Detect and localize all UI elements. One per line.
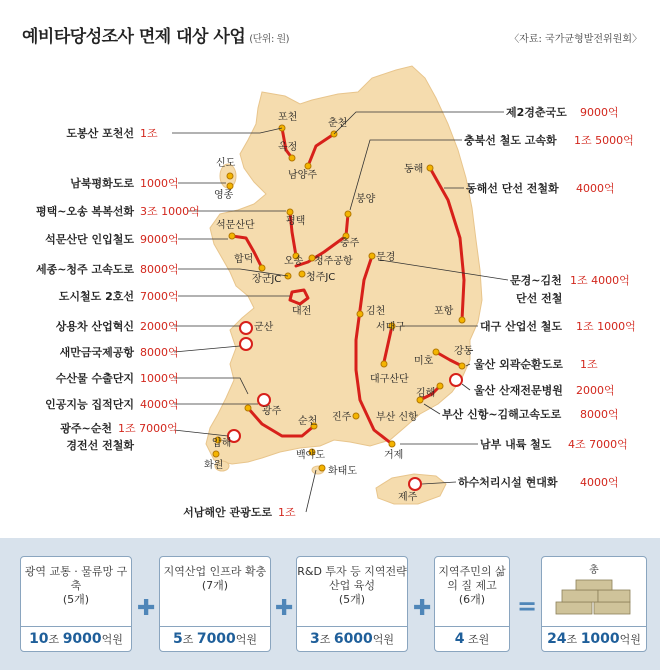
project-name: 석문산단 인입철도	[45, 233, 134, 246]
city-dot	[427, 165, 433, 171]
project-amount: 1조	[278, 506, 296, 519]
city-dot	[437, 383, 443, 389]
city-label: 동해	[404, 164, 424, 175]
project-amount: 4조 7000억	[568, 438, 628, 451]
source-label: 〈자료: 국가균형발전위원회〉	[509, 34, 642, 45]
city-dot	[229, 233, 235, 239]
city-label: 김천	[366, 306, 386, 317]
project-amount: 1000억	[140, 372, 179, 385]
city-label: 합덕	[234, 254, 254, 265]
city-label: 서대구	[376, 322, 405, 333]
city-dot	[279, 125, 285, 131]
project-name: 남부 내륙 철도	[480, 438, 552, 451]
city-label: 포항	[434, 306, 454, 317]
project-amount: 4000억	[580, 476, 619, 489]
money-stack-icon	[552, 578, 636, 618]
value-number: 24	[547, 631, 567, 647]
total-label: 총	[589, 565, 599, 576]
project-name: 도시철도 2호선	[58, 290, 134, 303]
plus-sign: ✚	[275, 596, 294, 621]
project-name: 세종~청주 고속도로	[35, 263, 134, 276]
equals-sign: =	[517, 592, 538, 620]
project-name: 문경~김천	[510, 274, 562, 287]
city-dot	[345, 211, 351, 217]
leader-line	[306, 470, 316, 512]
total-value	[542, 626, 646, 651]
city-label: 화태도	[328, 466, 357, 477]
category-text: 광역 교통 · 물류망 구축	[24, 565, 128, 592]
project-amount: 2000억	[576, 384, 615, 397]
project-name: 광주~순천	[60, 422, 112, 435]
summary-category	[297, 565, 407, 621]
value-unit: 억원	[619, 633, 641, 646]
project-amount: 4000억	[140, 398, 179, 411]
city-dot	[433, 349, 439, 355]
project-amount: 7000억	[140, 290, 179, 303]
project-name: 수산물 수출단지	[55, 372, 134, 385]
city-dot	[227, 183, 233, 189]
project-name: 하수처리시설 현대화	[458, 476, 558, 489]
project-amount: 9000억	[140, 233, 179, 246]
project-name: 대구 산업선 철도	[480, 320, 563, 333]
city-label: 압해	[212, 438, 232, 449]
project-amount: 8000억	[140, 346, 179, 359]
project-amount: 8000억	[140, 263, 179, 276]
value-unit: 조원	[467, 633, 490, 646]
city-label: 부산 신항	[376, 412, 418, 423]
summary-value	[160, 626, 270, 651]
city-label: 백야도	[296, 450, 325, 461]
project-name: 부산 신항~김해고속도로	[442, 408, 562, 421]
hospital-icon	[450, 374, 462, 386]
city-label: 석문산단	[216, 220, 255, 231]
city-label: 화원	[204, 460, 224, 471]
city-label: 광주	[262, 406, 282, 417]
project-name: 제2경춘국도	[506, 106, 567, 119]
project-amount: 2000억	[140, 320, 179, 333]
value-number: 9000	[62, 631, 102, 647]
category-count: (5개)	[338, 593, 366, 606]
city-dot	[289, 155, 295, 161]
city-label: 충주	[340, 238, 360, 249]
project-amount: 4000억	[576, 182, 615, 195]
city-label: 진주	[332, 412, 352, 423]
city-dot	[299, 271, 305, 277]
city-label: 대전	[292, 306, 312, 317]
project-amount: 1조	[140, 127, 158, 140]
city-label: 옥정	[278, 142, 298, 153]
city-label: 청주공항	[314, 256, 353, 267]
city-label: 영종	[214, 190, 234, 201]
city-dot	[259, 265, 265, 271]
project-name: 인공지능 집적단지	[45, 398, 134, 411]
summary-value	[435, 626, 509, 651]
value-number: 7000	[196, 631, 236, 647]
value-number: 1000	[580, 631, 620, 647]
value-number: 5	[172, 631, 183, 647]
value-number: 4	[454, 631, 465, 647]
city-label: 제주	[398, 492, 418, 503]
city-dot	[389, 441, 395, 447]
project-name: 남북평화도로	[70, 177, 134, 190]
city-label: 거제	[384, 450, 404, 461]
project-amount: 3조 1000억	[140, 205, 200, 218]
leader-line	[174, 346, 240, 352]
project-name: 도봉산 포천선	[66, 127, 134, 140]
project-amount: 1조 7000억	[118, 422, 178, 435]
value-unit: 조	[48, 633, 60, 646]
city-label: 오송	[284, 256, 304, 267]
city-label: 순천	[298, 416, 318, 427]
project-name: 서남해안 관광도로	[183, 506, 272, 519]
project-amount: 1조 1000억	[576, 320, 636, 333]
summary-category	[160, 565, 270, 621]
city-label: 문경	[376, 252, 396, 263]
unit-label: (단위: 원)	[249, 34, 290, 45]
value-unit: 억원	[372, 633, 395, 646]
city-label: 평택	[286, 216, 306, 227]
category-count: (6개)	[458, 593, 486, 606]
project-name: 동해선 단선 전철화	[466, 182, 559, 195]
city-label: 미호	[414, 356, 434, 367]
city-dot	[213, 451, 219, 457]
project-amount: 9000억	[580, 106, 619, 119]
value-unit: 억원	[235, 633, 258, 646]
category-text: R&D 투자 등 지역전략산업 육성	[297, 565, 407, 592]
summary-value	[297, 626, 407, 651]
project-amount: 1조 5000억	[574, 134, 634, 147]
project-amount: 8000억	[580, 408, 619, 421]
value-unit: 억원	[101, 633, 123, 646]
project-name: 울산 외곽순환도로	[474, 358, 563, 371]
category-text: 지역주민의 삶의 질 제고	[438, 565, 506, 592]
value-unit: 조	[319, 633, 331, 646]
value-number: 10	[29, 631, 49, 647]
category-count: (5개)	[62, 593, 90, 606]
project-name: 평택~오송 복복선화	[35, 205, 134, 218]
city-label: 춘천	[328, 118, 348, 129]
value-number: 3	[309, 631, 320, 647]
value-unit: 조	[566, 633, 578, 646]
summary-box-infra	[159, 556, 271, 652]
project-amount: 1조	[580, 358, 598, 371]
city-label: 포천	[278, 112, 298, 123]
summary-category	[435, 565, 509, 621]
summary-box-transport	[20, 556, 132, 652]
summary-total	[541, 556, 647, 652]
city-dot	[459, 363, 465, 369]
project-name: 울산 산재전문병원	[474, 384, 563, 397]
ai-cluster-icon	[258, 394, 270, 406]
value-unit: 조	[182, 633, 194, 646]
category-text: 지역산업 인프라 확충	[163, 565, 267, 578]
city-dot	[459, 317, 465, 323]
city-dot	[357, 311, 363, 317]
city-label: 신도	[216, 158, 236, 169]
city-label: 김해	[416, 388, 436, 399]
city-dot	[245, 405, 251, 411]
plus-sign: ✚	[137, 596, 156, 621]
city-label: 대구산단	[370, 374, 409, 385]
leader-line	[462, 384, 470, 390]
project-name: 충북선 철도 고속화	[464, 134, 557, 147]
project-name: 단선 전철	[516, 292, 563, 305]
city-dot	[369, 253, 375, 259]
city-dot	[305, 163, 311, 169]
summary-box-life	[434, 556, 510, 652]
summary-category	[21, 565, 131, 621]
summary-box-rnd	[296, 556, 408, 652]
summary-value	[21, 626, 131, 651]
project-name: 경전선 전철화	[66, 439, 134, 452]
city-label: 군산	[254, 322, 274, 333]
sewage-icon	[409, 478, 421, 490]
city-label: 봉양	[356, 194, 376, 205]
project-name: 상용차 산업혁신	[55, 320, 134, 333]
city-label: 남양주	[288, 170, 317, 181]
value-number: 6000	[333, 631, 373, 647]
city-dot	[319, 465, 325, 471]
project-name: 새만금국제공항	[59, 346, 134, 359]
city-dot	[353, 413, 359, 419]
city-dot	[381, 361, 387, 367]
plus-sign: ✚	[413, 596, 432, 621]
city-dot	[227, 173, 233, 179]
project-amount: 1000억	[140, 177, 179, 190]
category-count: (7개)	[201, 579, 229, 592]
project-amount: 1조 4000억	[570, 274, 630, 287]
city-dot	[287, 209, 293, 215]
city-label: 청주JC	[306, 272, 336, 283]
city-label: 장군JC	[252, 274, 282, 285]
title-text: 예비타당성조사 면제 대상 사업	[22, 27, 246, 47]
city-label: 강동	[454, 346, 474, 357]
